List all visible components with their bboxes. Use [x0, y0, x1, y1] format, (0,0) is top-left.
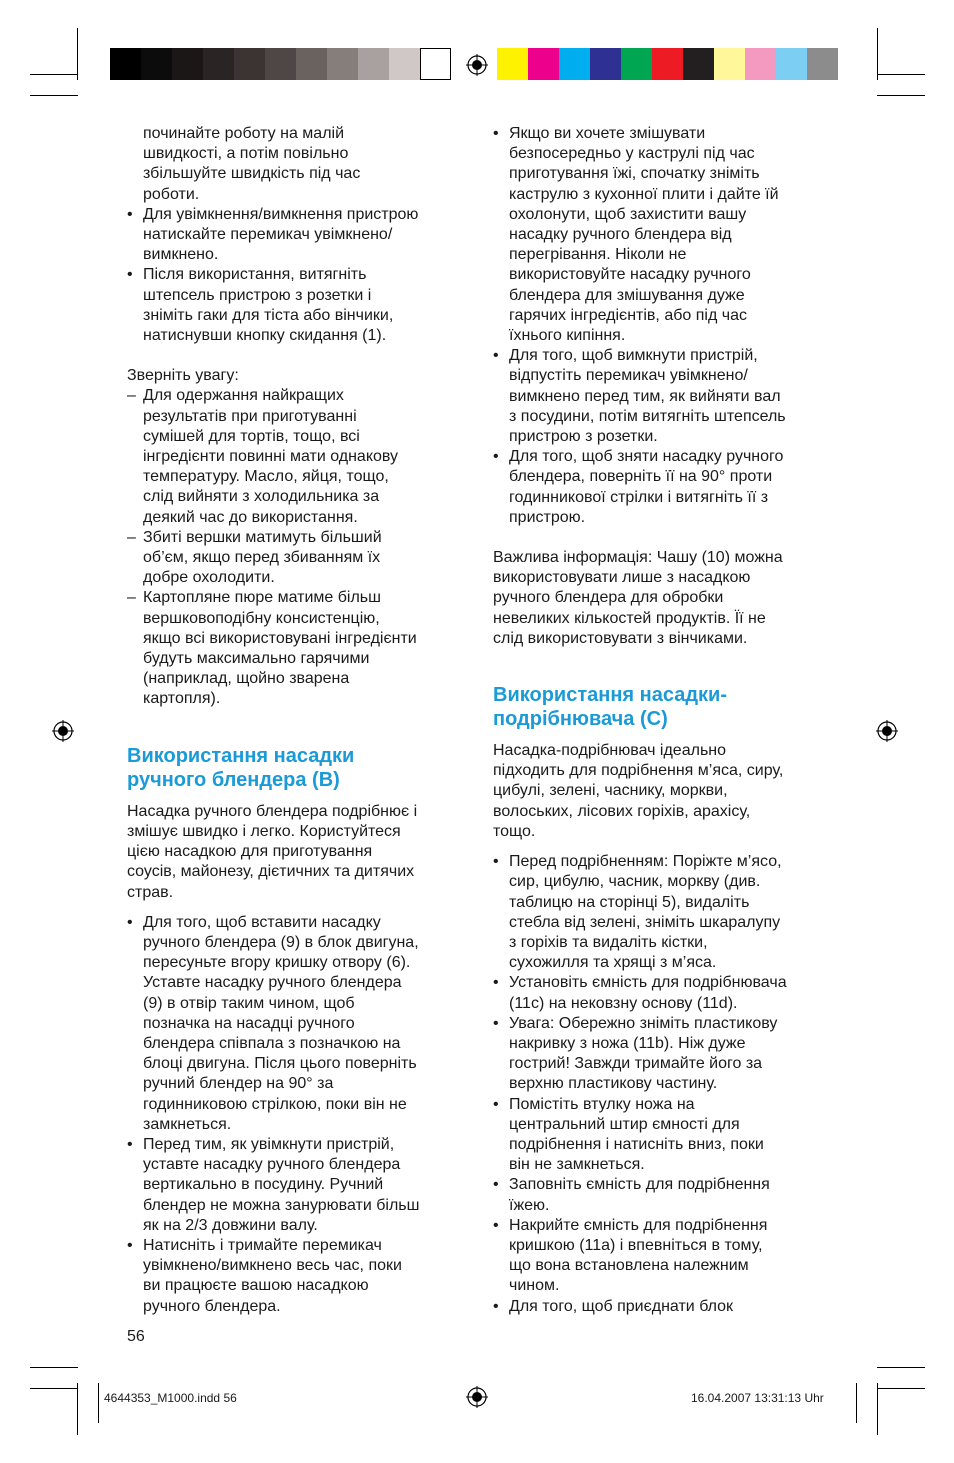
bullet-marker: • — [493, 1014, 499, 1032]
bullet-item — [493, 1297, 833, 1317]
text-line: верхню пластикову частину. — [509, 1075, 718, 1093]
important-note — [493, 548, 833, 649]
crop-mark — [30, 74, 78, 75]
text-line: Для увімкнення/вимкнення пристрою — [143, 205, 419, 223]
text-line: як на 2/3 довжини валу. — [143, 1216, 318, 1234]
bullet-item — [493, 1014, 833, 1095]
bullet-marker: • — [127, 1236, 133, 1254]
crop-mark — [77, 1383, 78, 1435]
text-line: Установіть ємність для подрібнювача — [509, 974, 787, 992]
text-line: Для одержання найкращих — [143, 387, 344, 405]
text-line: підходить для подрібнення м’яса, сиру, — [493, 762, 784, 780]
text-line: будуть максимально гарячими — [143, 650, 370, 668]
text-line: центральний штир ємності для — [509, 1115, 740, 1133]
color-swatch — [389, 48, 420, 80]
bullet-item — [127, 205, 467, 266]
text-line: натискайте перемикач увімкнено/ — [143, 226, 393, 244]
text-line: стебла від зелені, зніміть шкаралупу — [509, 913, 781, 931]
color-swatch — [110, 48, 141, 80]
color-swatch — [497, 48, 528, 80]
grayscale-color-bar — [110, 48, 451, 80]
section-heading — [127, 744, 467, 792]
text-line: Накрийте ємність для подрібнення — [509, 1216, 768, 1234]
text-line: сухожилля та хрящі з м’яса. — [509, 954, 717, 972]
page-number: 56 — [127, 1328, 145, 1345]
color-swatch — [141, 48, 172, 80]
paragraph — [493, 741, 833, 842]
text-line: температуру. Масло, яйця, тощо, — [143, 468, 389, 486]
color-swatch — [296, 48, 327, 80]
paragraph — [127, 802, 467, 903]
text-line: Уставте насадку ручного блендера — [143, 974, 402, 992]
text-line: годинниковою стрілкою, поки він не — [143, 1095, 407, 1113]
text-line: ручного блендера для обробки — [493, 589, 724, 607]
text-line: роботи. — [143, 185, 200, 203]
text-line: приготування їжі, спочатку зніміть — [509, 165, 760, 183]
text-line: уставте насадку ручного блендера — [143, 1156, 401, 1174]
text-line: каструлю з кухонної плити і дайте їй — [509, 185, 779, 203]
dash-marker: – — [127, 589, 136, 607]
crop-mark — [856, 1383, 857, 1423]
registration-mark-icon — [876, 720, 898, 742]
text-line: він не замкнеться. — [509, 1156, 645, 1174]
bullet-item — [493, 852, 833, 973]
registration-mark-icon — [466, 54, 488, 76]
text-line: вимкнено. — [143, 246, 219, 264]
bullet-item — [493, 973, 833, 1013]
crop-mark — [877, 1383, 878, 1435]
text-line: вимкнено перед тим, як вийняти вал — [509, 387, 781, 405]
text-line: кришкою (11a) і впевніться в тому, — [509, 1236, 763, 1254]
text-line: слід використовувати з вінчиками. — [493, 629, 748, 647]
footer-file: 4644353_M1000.indd 56 — [104, 1391, 237, 1405]
note-label: Зверніть увагу: — [127, 367, 239, 385]
text-line: швидкості, а потім повільно — [143, 145, 349, 163]
text-line: змішує швидко і легко. Користуйтеся — [127, 822, 401, 840]
color-swatch — [358, 48, 389, 80]
text-line: натиснувши кнопку скидання (1). — [143, 327, 387, 345]
text-line: Для того, щоб приєднати блок — [509, 1297, 734, 1315]
text-line: пристрою з розетки. — [509, 428, 658, 446]
text-line: Після використання, витягніть — [143, 266, 367, 284]
text-line: Насадка-подрібнювач ідеально — [493, 742, 727, 760]
text-line: цією насадкою для приготування — [127, 843, 373, 861]
bullet-marker: • — [493, 347, 499, 365]
footer-timestamp: 16.04.2007 13:31:13 Uhr — [691, 1391, 824, 1405]
bullet-item — [493, 124, 833, 346]
crop-mark — [30, 95, 78, 96]
text-line: увімкнено/вимкнено весь час, поки — [143, 1257, 402, 1275]
text-line: їжею. — [509, 1196, 550, 1214]
text-line: що вона встановлена належним — [509, 1257, 749, 1275]
text-line: ви працюєте вашою насадкою — [143, 1277, 369, 1295]
text-line: чином. — [509, 1277, 560, 1295]
heading-line: подрібнювача (C) — [493, 708, 668, 731]
text-line: Для того, щоб вставити насадку — [143, 913, 381, 931]
bullet-marker: • — [127, 266, 133, 284]
crop-mark — [877, 28, 878, 80]
color-swatch — [172, 48, 203, 80]
text-line: картопля). — [143, 690, 221, 708]
right-column — [493, 124, 833, 1317]
color-swatch — [714, 48, 745, 80]
text-line: результатів при приготуванні — [143, 407, 357, 425]
bullet-item — [493, 346, 833, 447]
text-line: Картопляне пюре матиме більш — [143, 589, 381, 607]
text-line: охолонути, щоб захистити вашу — [509, 205, 747, 223]
text-line: деякий час до використання. — [143, 508, 358, 526]
dash-item — [127, 588, 467, 709]
text-line: (наприклад, щойно зварена — [143, 670, 350, 688]
text-line: ручного блендера (9) в блок двигуна, — [143, 933, 419, 951]
color-swatch — [528, 48, 559, 80]
crop-mark — [30, 1367, 78, 1368]
text-line: сумішей для тортів, тощо, всі — [143, 427, 360, 445]
text-line: невеликих кількостей продуктів. Її не — [493, 609, 766, 627]
bullet-marker: • — [127, 913, 133, 931]
crop-mark — [877, 95, 925, 96]
text-line: Перед подрібненням: Поріжте м’ясо, — [509, 853, 782, 871]
text-line: якщо всі використовувані інгредієнти — [143, 629, 417, 647]
text-line: відпустіть перемикач увімкнено/ — [509, 367, 748, 385]
text-line: добре охолодити. — [143, 569, 275, 587]
dash-marker: – — [127, 528, 136, 546]
color-swatch — [265, 48, 296, 80]
text-line: цибулі, зелені, часнику, моркви, — [493, 782, 728, 800]
color-swatch — [807, 48, 838, 80]
color-swatch — [590, 48, 621, 80]
text-line: гарячих інгредієнтів, або під час — [509, 306, 747, 324]
bullet-item — [493, 447, 833, 528]
text-line: Увага: Обережно зніміть пластикову — [509, 1014, 778, 1032]
text-line: з горіхів та видаліть кістки, — [509, 933, 708, 951]
text-line: Для того, щоб вимкнути пристрій, — [509, 347, 758, 365]
crop-mark — [877, 1388, 925, 1389]
text-line: Важлива інформація: Чашу (10) можна — [493, 549, 783, 567]
bullet-marker: • — [127, 205, 133, 223]
bullet-item — [127, 1236, 467, 1317]
text-line: перегрівання. Ніколи не — [509, 246, 687, 264]
process-color-bar — [497, 48, 838, 80]
text-line: Якщо ви хочете змішувати — [509, 125, 706, 142]
bullet-marker: • — [493, 853, 499, 871]
bullet-marker: • — [493, 125, 499, 142]
bullet-marker: • — [127, 1135, 133, 1153]
text-line: насадку ручного блендера від — [509, 226, 732, 244]
text-line: починайте роботу на малій — [143, 125, 345, 142]
text-line: блендера для змішування дуже — [509, 286, 745, 304]
heading-line: Використання насадки — [127, 744, 355, 767]
text-line: подрібнення і натисніть вниз, поки — [509, 1135, 764, 1153]
color-swatch — [203, 48, 234, 80]
text-line: годинникової стрілки і витягніть її з — [509, 488, 769, 506]
text-line: їхнього кипіння. — [509, 327, 626, 345]
color-swatch — [559, 48, 590, 80]
bullet-marker: • — [493, 1176, 499, 1194]
dash-item — [127, 386, 467, 527]
text-line: Помістіть втулку ножа на — [509, 1095, 695, 1113]
crop-mark — [77, 28, 78, 80]
text-line: ручного блендера. — [143, 1297, 281, 1315]
text-line: блоці двигуна. Після цього поверніть — [143, 1055, 417, 1073]
text-line: Збиті вершки матимуть більший — [143, 528, 382, 546]
text-line: вершковоподібну консистенцію, — [143, 609, 380, 627]
section-heading — [493, 683, 833, 731]
dash-item — [127, 528, 467, 589]
text-line: волоських, лісових горіхів, арахісу, — [493, 802, 751, 820]
text-line: слід вийняти з холодильника за — [143, 488, 380, 506]
text-line: ручний блендер на 90° за — [143, 1075, 334, 1093]
text-line: використовуйте насадку ручного — [509, 266, 751, 284]
color-swatch — [234, 48, 265, 80]
text-line: блендера, поверніть її на 90° проти — [509, 468, 773, 486]
crop-mark — [30, 1388, 78, 1389]
bullet-item — [127, 913, 467, 1135]
text-line: накривку з ножа (11b). Ніж дуже — [509, 1034, 746, 1052]
text-line: зніміть гаки для тіста або вінчики, — [143, 306, 394, 324]
color-swatch — [327, 48, 358, 80]
color-swatch — [776, 48, 807, 80]
bullet-marker: • — [493, 1095, 499, 1113]
bullet-marker: • — [493, 448, 499, 466]
text-line: соусів, майонезу, дієтичних та дитячих — [127, 863, 415, 881]
text-line: (9) в отвір таким чином, щоб — [143, 994, 355, 1012]
text-line: блендера співпала з позначкою на — [143, 1034, 401, 1052]
text-line: таблицю на сторінці 5), видаліть — [509, 893, 750, 911]
text-line: блендер не можна занурювати більш — [143, 1196, 420, 1214]
text-line: сир, цибулю, часник, моркву (див. — [509, 873, 761, 891]
crop-mark — [877, 1367, 925, 1368]
text-line: тощо. — [493, 822, 536, 840]
bullet-item — [493, 1175, 833, 1215]
color-swatch — [621, 48, 652, 80]
text-line: Насадка ручного блендера подрібнює і — [127, 802, 418, 820]
text-line: позначка на насадці ручного — [143, 1014, 355, 1032]
color-swatch — [652, 48, 683, 80]
bullet-item — [127, 1135, 467, 1236]
bullet-item — [493, 1216, 833, 1297]
text-line: штепсель пристрою з розетки і — [143, 286, 372, 304]
text-line: збільшуйте швидкість під час — [143, 165, 361, 183]
left-column — [127, 124, 467, 1317]
registration-mark-icon — [52, 720, 74, 742]
text-line: вертикально в посудину. Ручний — [143, 1176, 384, 1194]
bullet-item — [493, 1095, 833, 1176]
heading-line: ручного блендера (B) — [127, 768, 340, 791]
text-line: (11c) на нековзну основу (11d). — [509, 994, 738, 1012]
dash-marker: – — [127, 387, 136, 405]
text-line: Заповніть ємність для подрібнення — [509, 1176, 770, 1194]
text-line: Перед тим, як увімкнути пристрій, — [143, 1135, 395, 1153]
registration-mark-icon — [466, 1386, 488, 1408]
text-line: Натисніть і тримайте перемикач — [143, 1236, 382, 1254]
crop-mark — [877, 74, 925, 75]
text-line: пересуньте вгору кришку отвору (6). — [143, 954, 411, 972]
bullet-marker: • — [493, 1216, 499, 1234]
paragraph — [127, 124, 467, 205]
text-line: Для того, щоб зняти насадку ручного — [509, 448, 784, 466]
text-line: замкнеться. — [143, 1115, 232, 1133]
crop-mark — [98, 1383, 99, 1423]
bullet-marker: • — [493, 974, 499, 992]
bullet-marker: • — [493, 1297, 499, 1315]
heading-line: Використання насадки- — [493, 684, 727, 707]
color-swatch — [683, 48, 714, 80]
color-swatch — [745, 48, 776, 80]
bullet-item — [127, 265, 467, 346]
text-line: використовувати лише з насадкою — [493, 569, 751, 587]
color-swatch — [420, 48, 451, 80]
text-line: пристрою. — [509, 508, 586, 526]
text-line: страв. — [127, 883, 174, 901]
text-line: безпосередньо у каструлі під час — [509, 145, 755, 163]
text-line: інгредієнти повинні мати однакову — [143, 448, 399, 466]
text-line: гострий! Завжди тримайте його за — [509, 1055, 763, 1073]
text-line: з посудини, потім витягніть штепсель — [509, 407, 786, 425]
text-line: об’єм, якщо перед збиванням їх — [143, 549, 381, 567]
